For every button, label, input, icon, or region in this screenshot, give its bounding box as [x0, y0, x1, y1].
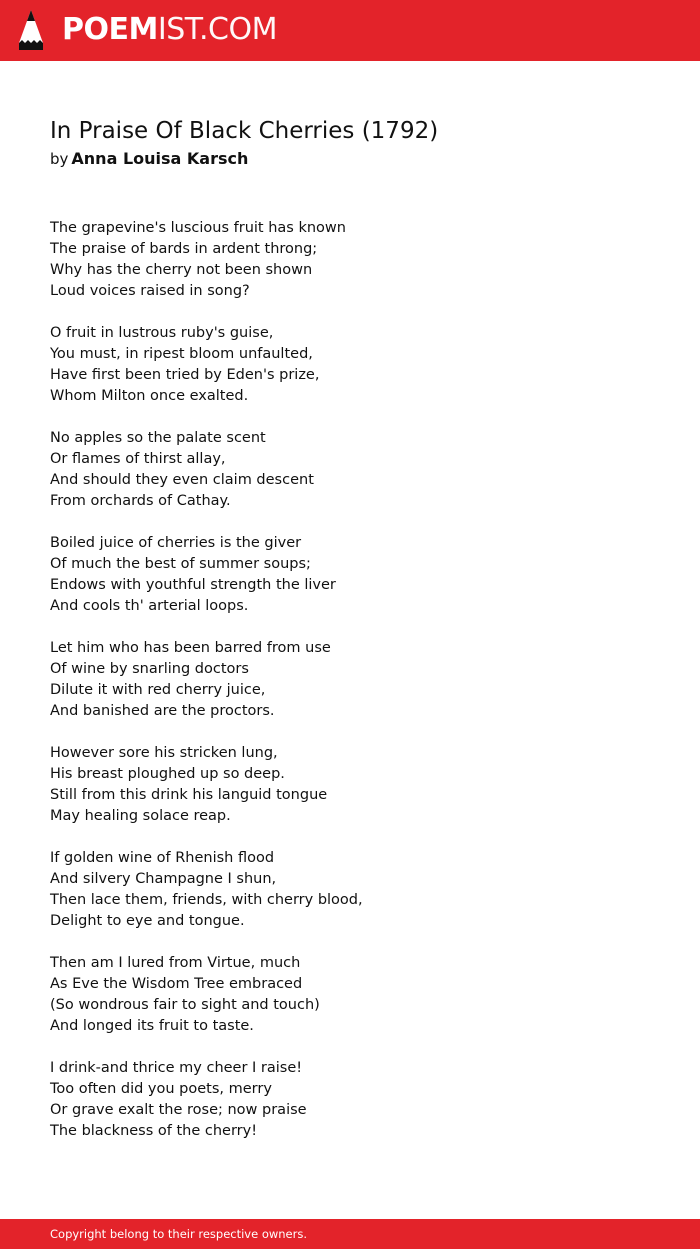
poem-stanza	[50, 638, 650, 722]
poem-line: Endows with youthful strength the liver	[50, 577, 336, 593]
poem-line: As Eve the Wisdom Tree embraced	[50, 976, 303, 992]
poem-line: May healing solace reap.	[50, 808, 231, 824]
poem-line: The blackness of the cherry!	[50, 1123, 258, 1139]
poem-stanza	[50, 428, 650, 512]
poem-stanza	[50, 218, 650, 302]
poem-line: Or grave exalt the rose; now praise	[50, 1102, 307, 1118]
poem-stanza	[50, 323, 650, 407]
logo-bold-text: POEM	[62, 12, 158, 47]
poem-body	[50, 218, 650, 1163]
poem-line: And longed its fruit to taste.	[50, 1018, 254, 1034]
poem-line: The grapevine's luscious fruit has known	[50, 220, 346, 236]
poem-line: Still from this drink his languid tongue	[50, 787, 328, 803]
poem-line: Too often did you poets, merry	[50, 1081, 272, 1097]
poem-line: Or flames of thirst allay,	[50, 451, 226, 467]
poem-line: Then lace them, friends, with cherry blood,	[50, 892, 363, 908]
poem-line: The praise of bards in ardent throng;	[50, 241, 318, 257]
logo-light-text: IST.COM	[157, 12, 277, 47]
byline	[50, 147, 248, 171]
poem-stanza	[50, 1058, 650, 1142]
poem-line: Let him who has been barred from use	[50, 640, 331, 656]
poem-line: Have first been tried by Eden's prize,	[50, 367, 320, 383]
poem-line: O fruit in lustrous ruby's guise,	[50, 325, 274, 341]
poem-line: Loud voices raised in song?	[50, 283, 250, 299]
poem-line: If golden wine of Rhenish flood	[50, 850, 275, 866]
poem-line: His breast ploughed up so deep.	[50, 766, 285, 782]
poem-line: From orchards of Cathay.	[50, 493, 231, 509]
poem-line: Boiled juice of cherries is the giver	[50, 535, 302, 551]
author-name: Anna Louisa Karsch	[71, 149, 249, 168]
poem-line: Then am I lured from Virtue, much	[50, 955, 301, 971]
poem-line: And silvery Champagne I shun,	[50, 871, 277, 887]
poem-line: And cools th' arterial loops.	[50, 598, 249, 614]
by-label: by	[50, 150, 69, 168]
poem-line: And banished are the proctors.	[50, 703, 275, 719]
site-header	[0, 0, 700, 61]
poem-stanza	[50, 533, 650, 617]
site-footer	[0, 1219, 700, 1249]
poem-stanza	[50, 848, 650, 932]
poem-line: You must, in ripest bloom unfaulted,	[50, 346, 313, 362]
poem-line: No apples so the palate scent	[50, 430, 266, 446]
site-logo-link[interactable]	[62, 12, 277, 48]
poem-stanza	[50, 953, 650, 1037]
poem-line: (So wondrous fair to sight and touch)	[50, 997, 320, 1013]
poem-line: Why has the cherry not been shown	[50, 262, 313, 278]
poem-line: Delight to eye and tongue.	[50, 913, 245, 929]
poem-title: In Praise Of Black Cherries (1792)	[50, 118, 439, 144]
poem-line: Of much the best of summer soups;	[50, 556, 311, 572]
poem-line: And should they even claim descent	[50, 472, 314, 488]
copyright-text: Copyright belong to their respective owners.	[50, 1227, 308, 1241]
poem-line: However sore his stricken lung,	[50, 745, 278, 761]
poem-stanza	[50, 743, 650, 827]
pencil-tip-icon	[18, 9, 44, 51]
poem-line: Whom Milton once exalted.	[50, 388, 249, 404]
poem-line: Dilute it with red cherry juice,	[50, 682, 266, 698]
poem-line: Of wine by snarling doctors	[50, 661, 249, 677]
poem-line: I drink-and thrice my cheer I raise!	[50, 1060, 303, 1076]
